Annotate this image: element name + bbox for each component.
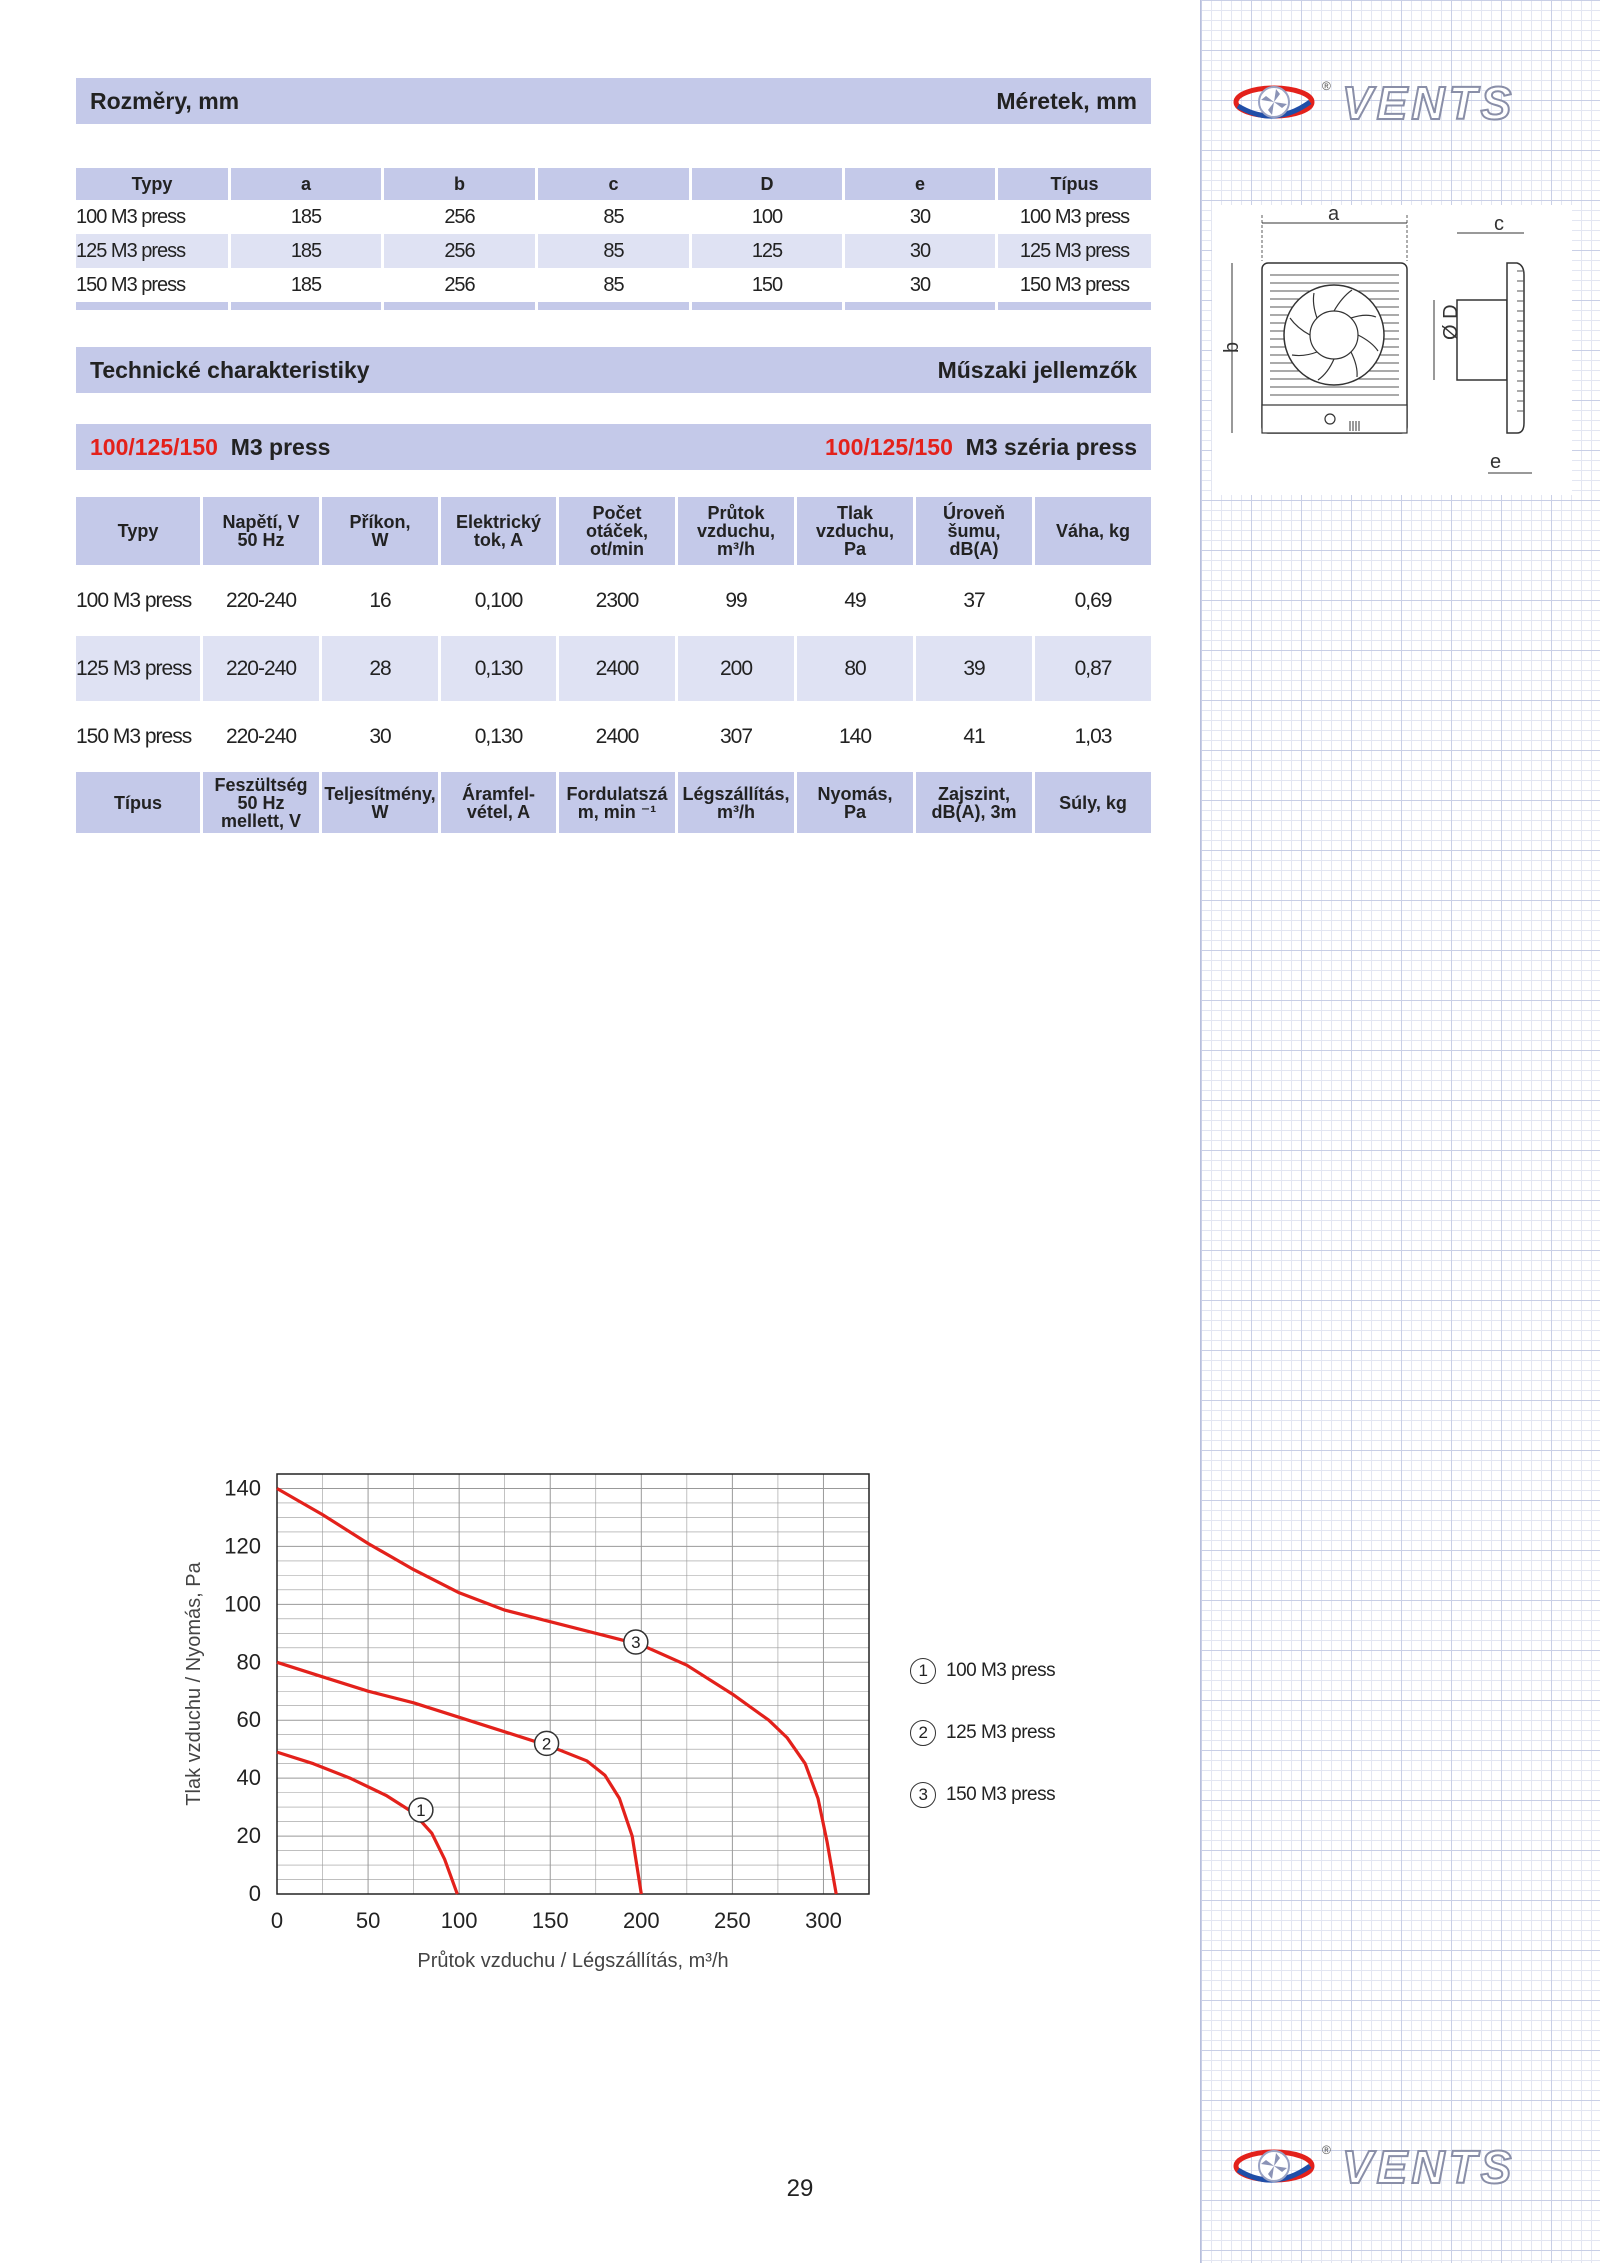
legend-label: 150 M3 press bbox=[946, 1784, 1056, 1805]
chart-legend bbox=[910, 1640, 1150, 1826]
technical-header-row-hu bbox=[76, 769, 1151, 833]
registered-mark: ® bbox=[1322, 2143, 1331, 2157]
tech-col-header: Feszültség 50 Hz mellett, V bbox=[200, 769, 319, 833]
x-axis-label: Průtok vzduchu / Légszállítás, m³/h bbox=[417, 1950, 729, 1972]
table-row: 125 M3 press 220-240 28 0,130 2400 200 80 39 0,87 bbox=[76, 633, 1151, 701]
x-tick-label: 100 bbox=[440, 1908, 478, 1933]
brand-name: VENTS bbox=[1342, 77, 1516, 129]
svg-text:c: c bbox=[1494, 213, 1504, 235]
technical-title-cz: Technické charakteristiky bbox=[90, 356, 370, 383]
legend-item bbox=[910, 1640, 1150, 1702]
x-tick-label: 300 bbox=[805, 1908, 842, 1933]
x-tick-label: 50 bbox=[355, 1908, 381, 1933]
y-tick-label: 140 bbox=[224, 1475, 261, 1501]
tech-col-header: Napětí, V 50 Hz bbox=[200, 497, 319, 565]
x-tick-label: 200 bbox=[622, 1908, 660, 1933]
table-row: 150 M3 press 185 256 85 150 30 150 M3 press bbox=[76, 268, 1151, 302]
table-footer-stripe bbox=[76, 302, 1151, 310]
y-tick-label: 60 bbox=[236, 1707, 261, 1733]
x-tick-label: 250 bbox=[714, 1908, 751, 1933]
tech-col-header: Váha, kg bbox=[1032, 497, 1151, 565]
y-tick-label: 0 bbox=[248, 1881, 261, 1906]
svg-text:a: a bbox=[1328, 205, 1340, 225]
dimensions-header bbox=[76, 78, 1151, 124]
series-line-1 bbox=[277, 1752, 457, 1894]
plot-frame bbox=[277, 1474, 869, 1894]
registered-mark: ® bbox=[1322, 79, 1331, 93]
legend-item bbox=[910, 1702, 1150, 1764]
tech-col-header: Počet otáček, ot/min bbox=[556, 497, 675, 565]
tech-col-header: Zajszint, dB(A), 3m bbox=[913, 769, 1032, 833]
dim-col-header: b bbox=[381, 168, 535, 200]
table-row: 125 M3 press 185 256 85 125 30 125 M3 press bbox=[76, 234, 1151, 268]
y-tick-label: 20 bbox=[236, 1823, 261, 1849]
series-header bbox=[76, 424, 1151, 470]
dim-col-header: Typy bbox=[76, 168, 228, 200]
dimensions-table bbox=[76, 168, 1151, 310]
technical-header-row-cz bbox=[76, 497, 1151, 565]
vents-logo-bottom bbox=[1232, 2136, 1562, 2196]
legend-item bbox=[910, 1764, 1150, 1826]
technical-title-hu: Műszaki jellemzők bbox=[937, 356, 1137, 383]
technical-table bbox=[76, 497, 1151, 833]
tech-col-header: Súly, kg bbox=[1032, 769, 1151, 833]
y-tick-label: 100 bbox=[224, 1591, 261, 1617]
tech-col-header: Fordulatszá m, min ⁻¹ bbox=[556, 769, 675, 833]
svg-text:b: b bbox=[1221, 341, 1243, 353]
technical-header bbox=[76, 347, 1151, 393]
tech-col-header: Teljesítmény, W bbox=[319, 769, 438, 833]
tech-col-header: Áramfel- vétel, A bbox=[438, 769, 556, 833]
y-tick-label: 40 bbox=[236, 1765, 261, 1791]
y-tick-label: 120 bbox=[224, 1533, 261, 1559]
dim-col-header: Típus bbox=[995, 168, 1151, 200]
dim-col-header: D bbox=[689, 168, 842, 200]
series-title-hu: 100/125/150 M3 széria press bbox=[824, 433, 1137, 460]
y-tick-label: 80 bbox=[236, 1649, 261, 1675]
x-tick-label: 150 bbox=[531, 1908, 569, 1933]
fan-dimension-drawing bbox=[1212, 205, 1572, 495]
legend-marker: 3 bbox=[910, 1782, 936, 1808]
table-row: 150 M3 press 220-240 30 0,130 2400 307 140 41 1,03 bbox=[76, 701, 1151, 769]
tech-col-header: Průtok vzduchu, m³/h bbox=[675, 497, 794, 565]
dim-col-header: c bbox=[535, 168, 689, 200]
fan-logo-icon bbox=[1236, 2151, 1312, 2181]
tech-col-header: Příkon, W bbox=[319, 497, 438, 565]
x-tick-label: 0 bbox=[270, 1908, 284, 1933]
tech-col-header: Légszállítás, m³/h bbox=[675, 769, 794, 833]
brand-name: VENTS bbox=[1342, 2141, 1516, 2193]
fan-logo-icon bbox=[1236, 87, 1312, 117]
page-number: 29 bbox=[786, 2175, 814, 2202]
y-axis-label: Tlak vzduchu / Nyomás, Pa bbox=[183, 1562, 205, 1806]
series-title-cz: 100/125/150 M3 press bbox=[90, 433, 331, 460]
tech-col-header: Tlak vzduchu, Pa bbox=[794, 497, 913, 565]
tech-col-header: Typy bbox=[76, 497, 200, 565]
legend-marker: 2 bbox=[910, 1720, 936, 1746]
dimensions-title-cz: Rozměry, mm bbox=[90, 87, 240, 114]
svg-text:Ø D: Ø D bbox=[1440, 304, 1462, 340]
svg-text:e: e bbox=[1490, 451, 1502, 473]
series-marker-label: 2 bbox=[541, 1734, 552, 1754]
tech-col-header: Úroveň šumu, dB(A) bbox=[913, 497, 1032, 565]
dimensions-header-row bbox=[76, 168, 1151, 200]
series-marker-label: 3 bbox=[631, 1633, 641, 1652]
legend-label: 125 M3 press bbox=[946, 1722, 1056, 1743]
tech-col-header: Nyomás, Pa bbox=[794, 769, 913, 833]
dim-col-header: e bbox=[842, 168, 995, 200]
dim-col-header: a bbox=[228, 168, 381, 200]
tech-col-header: Típus bbox=[76, 769, 200, 833]
dimensions-title-hu: Méretek, mm bbox=[996, 87, 1137, 114]
series-marker-label: 1 bbox=[416, 1801, 426, 1820]
table-row: 100 M3 press 185 256 85 100 30 100 M3 press bbox=[76, 200, 1151, 234]
table-row: 100 M3 press 220-240 16 0,100 2300 99 49 37 0,69 bbox=[76, 565, 1151, 633]
vents-logo bbox=[1232, 72, 1562, 132]
tech-col-header: Elektrický tok, A bbox=[438, 497, 556, 565]
legend-label: 100 M3 press bbox=[946, 1660, 1056, 1681]
legend-marker: 1 bbox=[910, 1658, 936, 1684]
